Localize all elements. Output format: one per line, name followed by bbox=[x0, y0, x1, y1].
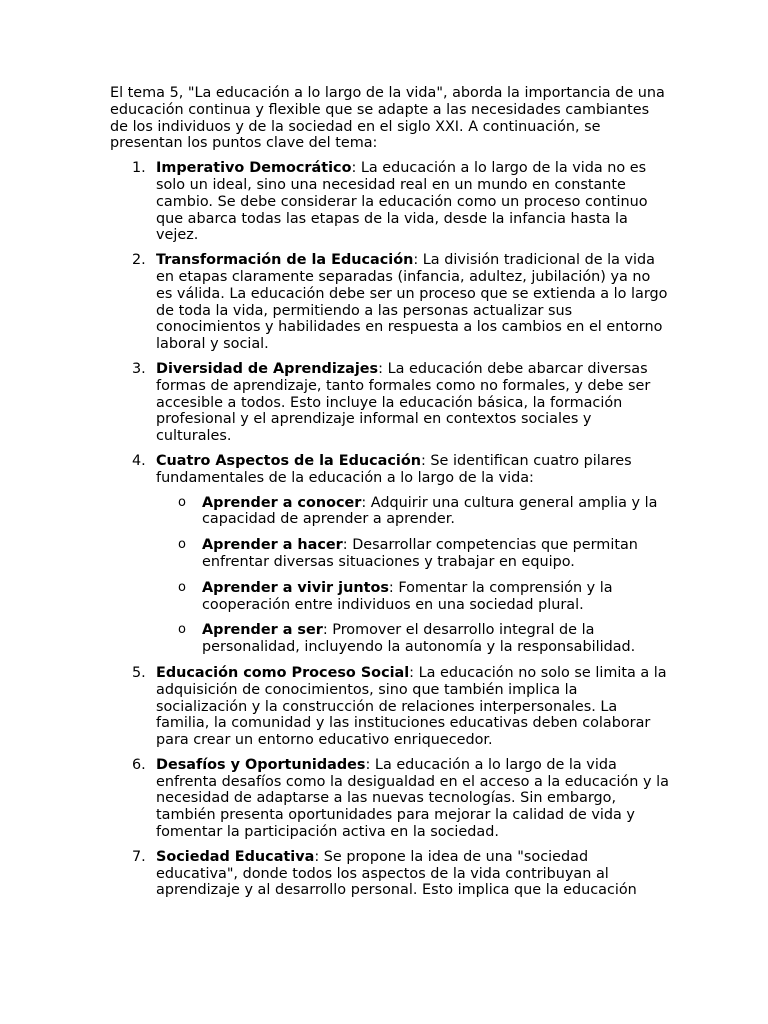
sublist-item bbox=[156, 622, 670, 656]
sublist-item bbox=[156, 495, 670, 529]
item-number: 4. bbox=[132, 452, 146, 469]
subitem-text: : Fomentar la comprensión y la cooperación entre individuos en una sociedad plural. bbox=[202, 579, 613, 613]
subitem-term: Aprender a conocer bbox=[202, 494, 362, 511]
intro-paragraph: El tema 5, "La educación a lo largo de la vida", aborda la importancia de una educación continua y flexible que se adapte a las necesidades cambiantes de los individuos y de la sociedad en el siglo XXI. A continuación, se presentan los puntos clave del tema: bbox=[110, 85, 665, 152]
item-term: Diversidad de Aprendizajes bbox=[156, 360, 379, 377]
item-text: : Se identifican cuatro pilares fundamentales de la educación a lo largo de la vida: bbox=[156, 452, 632, 486]
item-term: Desafíos y Oportunidades bbox=[156, 756, 366, 773]
item-term: Cuatro Aspectos de la Educación bbox=[156, 452, 421, 469]
bullet-icon: o bbox=[178, 579, 186, 595]
item-term: Sociedad Educativa bbox=[156, 848, 315, 865]
item-number: 2. bbox=[132, 252, 146, 269]
list-item bbox=[110, 453, 670, 656]
item-term: Transformación de la Educación bbox=[156, 252, 414, 269]
subitem-text: : Desarrollar competencias que permitan enfrentar diversas situaciones y trabajar en equipo. bbox=[202, 537, 638, 570]
subitem-text: : Promover el desarrollo integral de la personalidad, incluyendo la autonomía y la responsabilidad. bbox=[202, 622, 636, 656]
item-text: : La educación a lo largo de la vida no es solo un ideal, sino una necesidad real en un mundo en constante cambio. Se debe considerar la educación como un proceso continuo que abarca todas las etapas de la vida, desde la infancia hasta la vejez. bbox=[156, 160, 648, 244]
item-term: Educación como Proceso Social bbox=[156, 664, 410, 681]
item-number: 6. bbox=[132, 756, 146, 773]
pillars-sublist bbox=[156, 495, 670, 656]
item-number: 7. bbox=[132, 848, 146, 865]
item-number: 1. bbox=[132, 160, 146, 177]
item-text: : La educación no solo se limita a la adquisición de conocimientos, sino que también implica la socialización y la construcción de relaciones interpersonales. La familia, la comunidad y las instituciones educativas deben colaborar para crear un entorno educativo enriquecedor. bbox=[156, 664, 667, 749]
subitem-text: : Adquirir una cultura general amplia y la capacidad de aprender a aprender. bbox=[202, 494, 658, 528]
item-term: Imperativo Democrático bbox=[156, 160, 352, 177]
bullet-icon: o bbox=[178, 537, 186, 553]
bullet-icon: o bbox=[178, 622, 186, 638]
list-item bbox=[110, 665, 670, 749]
document-page bbox=[110, 85, 670, 907]
item-text: : La división tradicional de la vida en etapas claramente separadas (infancia, adultez, jubilación) ya no es válida. La educación debe ser un proceso que se extienda a lo largo de toda la vida, permitiendo a las personas actualizar sus conocimientos y habilidades en respuesta a los cambios en el entorno laboral y social. bbox=[156, 252, 668, 353]
sublist-item bbox=[156, 537, 670, 571]
sublist-item bbox=[156, 580, 670, 614]
item-number: 3. bbox=[132, 360, 146, 377]
key-points-list bbox=[110, 160, 670, 899]
list-item bbox=[110, 849, 670, 899]
subitem-term: Aprender a ser bbox=[202, 622, 323, 639]
list-item bbox=[110, 160, 670, 244]
item-text: : Se propone la idea de una "sociedad educativa", donde todos los aspectos de la vida contribuyan al aprendizaje y al desarrollo personal. Esto implica que la educación bbox=[156, 848, 637, 899]
item-text: : La educación a lo largo de la vida enfrenta desafíos como la desigualdad en el acceso a la educación y la necesidad de adaptarse a las nuevas tecnologías. Sin embargo, también presenta oportunidades para mejorar la calidad de vida y fomentar la participación activa en la sociedad. bbox=[156, 756, 669, 841]
list-item bbox=[110, 757, 670, 841]
item-text: : La educación debe abarcar diversas formas de aprendizaje, tanto formales como no formales, y debe ser accesible a todos. Esto incluye la educación básica, la formación profesional y el aprendizaje informal en contextos sociales y culturales. bbox=[156, 360, 651, 445]
subitem-term: Aprender a vivir juntos bbox=[202, 579, 389, 596]
list-item bbox=[110, 252, 670, 353]
subitem-term: Aprender a hacer bbox=[202, 537, 343, 554]
item-number: 5. bbox=[132, 664, 146, 681]
bullet-icon: o bbox=[178, 494, 186, 510]
list-item bbox=[110, 361, 670, 445]
